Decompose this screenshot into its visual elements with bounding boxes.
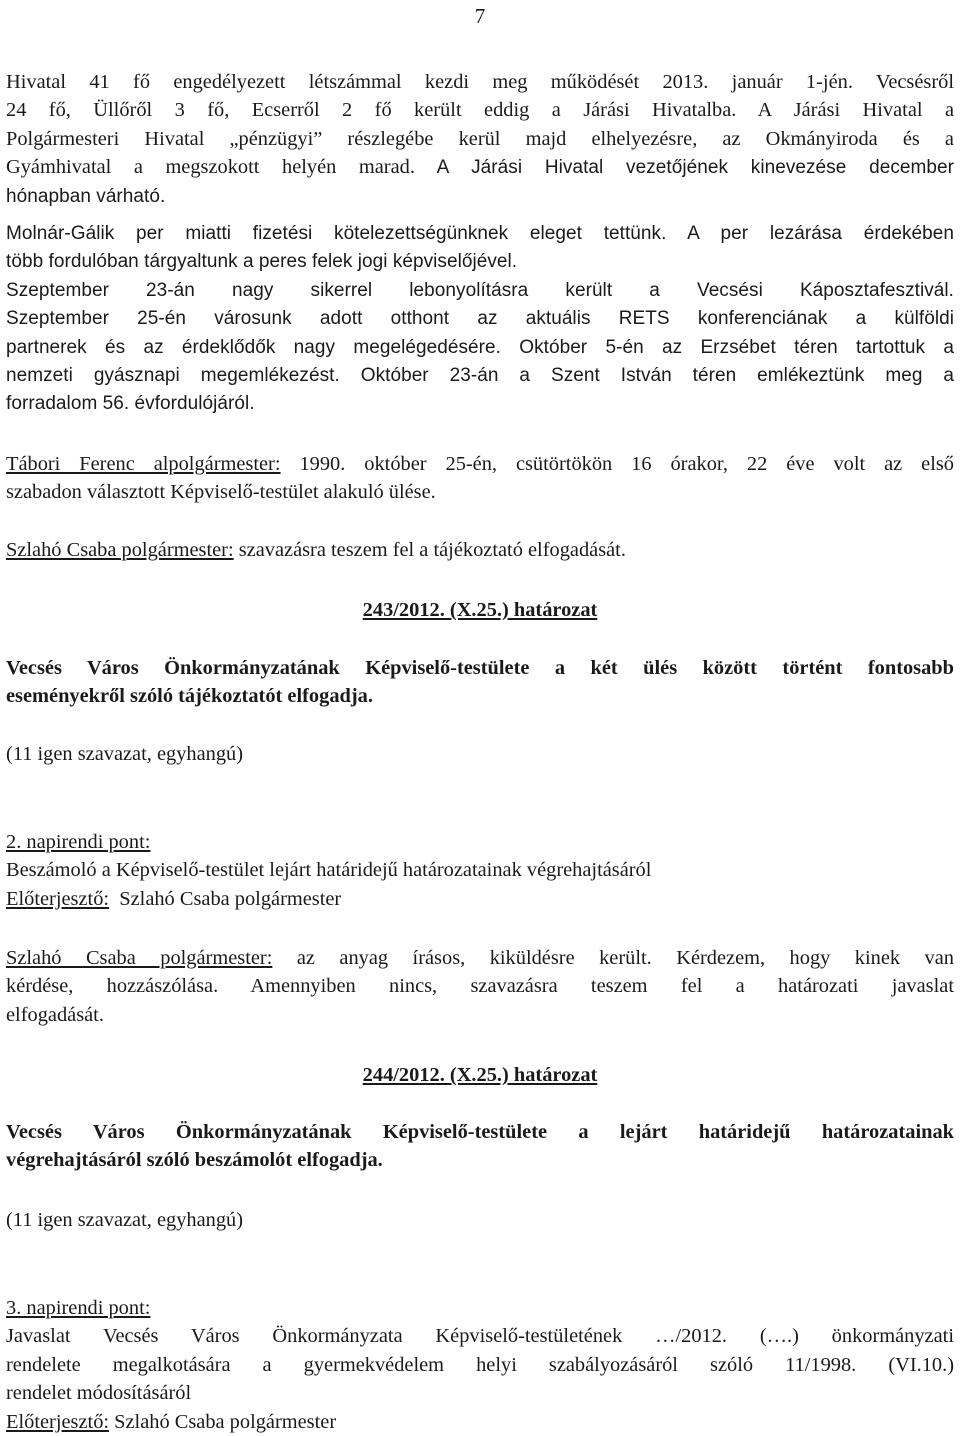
resolution-number: 244/2012. (X.25.) határozat xyxy=(362,1064,598,1086)
text-span: Molnár-Gálik per miatti fizetési kötelezettségünknek eleget tettünk. xyxy=(6,223,667,244)
presenter-name: Szlahó Csaba polgármester xyxy=(109,887,342,910)
text-line: hónapban várható. xyxy=(6,185,166,207)
vote-result xyxy=(6,740,954,768)
text-line xyxy=(6,450,954,478)
text-span: 1990. október 25-én, csütörtökön 16 órakor, 22 éve volt az első xyxy=(280,453,954,475)
text-line: eseményekről szóló tájékoztatót elfogadja. xyxy=(6,685,373,708)
text-line: Hivatal 41 fő engedélyezett létszámmal kezdi meg működését 2013. január 1-jén. Vecsésről xyxy=(6,71,954,93)
text-line: (11 igen szavazat, egyhangú) xyxy=(6,1209,244,1231)
text-span: Gyámhivatal a megszokott helyén marad. xyxy=(6,156,415,179)
text-line xyxy=(6,334,954,362)
text-line: Szeptember 23-án nagy sikerrel lebonyolításra került a Vecsési Káposztafesztivál. xyxy=(6,279,954,301)
presenter-name: Szlahó Csaba polgármester xyxy=(109,1410,337,1433)
text-line: (11 igen szavazat, egyhangú) xyxy=(6,743,244,765)
text-line: Polgármesteri Hivatal „pénzügyi” részlegébe kerül majd elhelyezésre, az Okmányiroda és a xyxy=(6,127,954,150)
resolution-243 xyxy=(6,596,954,624)
resolution-244 xyxy=(6,1061,954,1089)
paragraph-events xyxy=(6,219,954,419)
speaker-name: Szlahó Csaba polgármester: xyxy=(6,947,273,969)
resolution-number: 243/2012. (X.25.) határozat xyxy=(362,599,598,621)
text-line: forradalom 56. évfordulójáról. xyxy=(6,393,255,415)
agenda-title: rendelete megalkotására a gyermekvédelem helyi szabályozásáról szóló 11/1998. (VI.10.) xyxy=(6,1353,954,1376)
speech-szlaho-1 xyxy=(6,536,954,564)
text-span: az anyag írásos, kiküldésre került. Kérdezem, hogy kinek van xyxy=(272,947,954,969)
paragraph-jarasi-hivatal xyxy=(6,68,954,211)
text-line: Vecsés Város Önkormányzatának Képviselő-testülete a lejárt határidejű határozatainak xyxy=(6,1121,954,1143)
agenda-heading xyxy=(6,828,954,856)
text-line: több fordulóban tárgyaltunk a peres felek jogi képviselőjével. xyxy=(6,251,518,273)
resolution-243-text xyxy=(6,654,954,711)
text-span: A per lezárása érdekében xyxy=(666,223,955,244)
text-span: partnerek és az érdeklődők nagy megelégedésére. xyxy=(6,336,501,358)
text-span: Október 5-én az Erzsébet téren tartottuk a xyxy=(500,336,954,358)
text-line xyxy=(6,536,954,564)
text-line: Vecsés Város Önkormányzatának Képviselő-testülete a két ülés között történt fontosabb xyxy=(6,657,954,679)
text-span: szavazásra teszem fel a tájékoztató elfogadását. xyxy=(233,539,626,561)
text-line: kérdése, hozzászólása. Amennyiben nincs, szavazásra teszem fel a határozati javaslat xyxy=(6,975,954,998)
text-line: 24 fő, Üllőről 3 fő, Ecserről 2 fő került eddig a Járási Hivatalba. A Járási Hivatal a xyxy=(6,99,954,122)
presenter-label: Előterjesztő: xyxy=(6,887,110,910)
text-line: Szeptember 25-én városunk adott otthont az aktuális RETS konferenciának a külföldi xyxy=(6,308,954,330)
speaker-name: Tábori Ferenc alpolgármester: xyxy=(6,453,281,475)
heading-text: 2. napirendi pont: xyxy=(6,831,151,853)
text-line xyxy=(6,153,954,182)
agenda-item-2 xyxy=(6,828,954,913)
text-line: elfogadását. xyxy=(6,1003,104,1026)
heading-text: 3. napirendi pont: xyxy=(6,1297,151,1319)
text-span: Október 23-án a Szent István téren emlékeztünk meg a xyxy=(339,365,955,387)
text-line xyxy=(6,362,954,390)
speech-tabori xyxy=(6,450,954,507)
agenda-title: rendelet módosításáról xyxy=(6,1382,192,1405)
speech-szlaho-2 xyxy=(6,944,954,1029)
text-span: A Járási Hivatal vezetőjének kinevezése december xyxy=(414,157,954,179)
presenter-label: Előterjesztő: xyxy=(6,1410,110,1433)
text-line: szabadon választott Képviselő-testület alakuló ülése. xyxy=(6,481,436,504)
agenda-heading xyxy=(6,1294,954,1322)
vote-result xyxy=(6,1206,954,1234)
agenda-item-3 xyxy=(6,1294,954,1436)
agenda-title: Javaslat Vecsés Város Önkormányzata Képviselő-testületének …/2012. (….) önkormányzati xyxy=(6,1325,954,1348)
text-line xyxy=(6,219,954,248)
text-line: végrehajtásáról szóló beszámolót elfogadja. xyxy=(6,1149,383,1172)
resolution-244-text xyxy=(6,1118,954,1175)
agenda-title: Beszámoló a Képviselő-testület lejárt határidejű határozatainak végrehajtásáról xyxy=(6,859,652,882)
speaker-name: Szlahó Csaba polgármester: xyxy=(6,539,234,561)
presenter-line xyxy=(6,1408,954,1436)
text-line xyxy=(6,944,954,972)
text-span: nemzeti gyásznapi megemlékezést. xyxy=(6,365,340,387)
presenter-line xyxy=(6,885,954,913)
page-number: 7 xyxy=(474,4,486,28)
